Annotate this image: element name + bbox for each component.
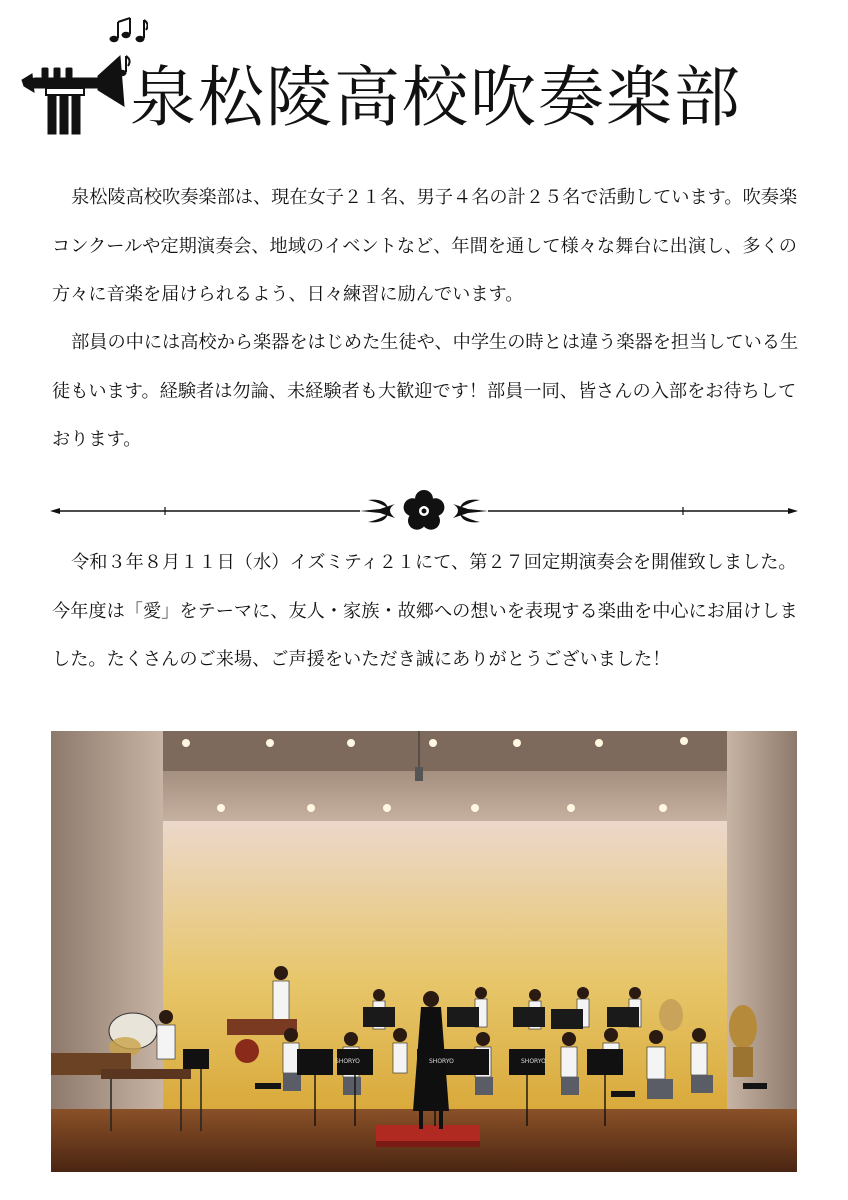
flower-ornament-icon (404, 490, 445, 530)
intro-paragraph-1: 泉松陵高校吹奏楽部は、現在女子２１名、男子４名の計２５名で活動しています。吹奏楽コンクールや定期演奏会、地域のイベントなど、年間を通して様々な舞台に出演し、多くの方々に音楽を届けられるよう、日々練習に励んでいます。 (52, 187, 798, 305)
intro-paragraph-2: 部員の中には高校から楽器をはじめた生徒や、中学生の時とは違う楽器を担当している生徒もいます。経験者は勿論、未経験者も大歓迎です！部員一同、皆さんの入部をお待ちしております。 (52, 332, 799, 450)
stand-label: SHORYO (429, 1058, 454, 1065)
page-title: 泉松陵高校吹奏楽部 (130, 59, 742, 136)
ornamental-divider (50, 488, 798, 534)
concert-photo (51, 731, 797, 1172)
trumpet-logo-icon (18, 14, 148, 136)
stand-label: SHORYO (335, 1058, 360, 1065)
concert-paragraph: 令和３年８月１１日（水）イズミティ２１にて、第２７回定期演奏会を開催致しました。今年度は「愛」をテーマに、友人・家族・故郷への想いを表現する楽曲を中心にお届けしました。たくさんのご来場、ご声援をいただき誠にありがとうございました！ (52, 552, 798, 670)
stand-label: SHORYO (521, 1058, 546, 1065)
